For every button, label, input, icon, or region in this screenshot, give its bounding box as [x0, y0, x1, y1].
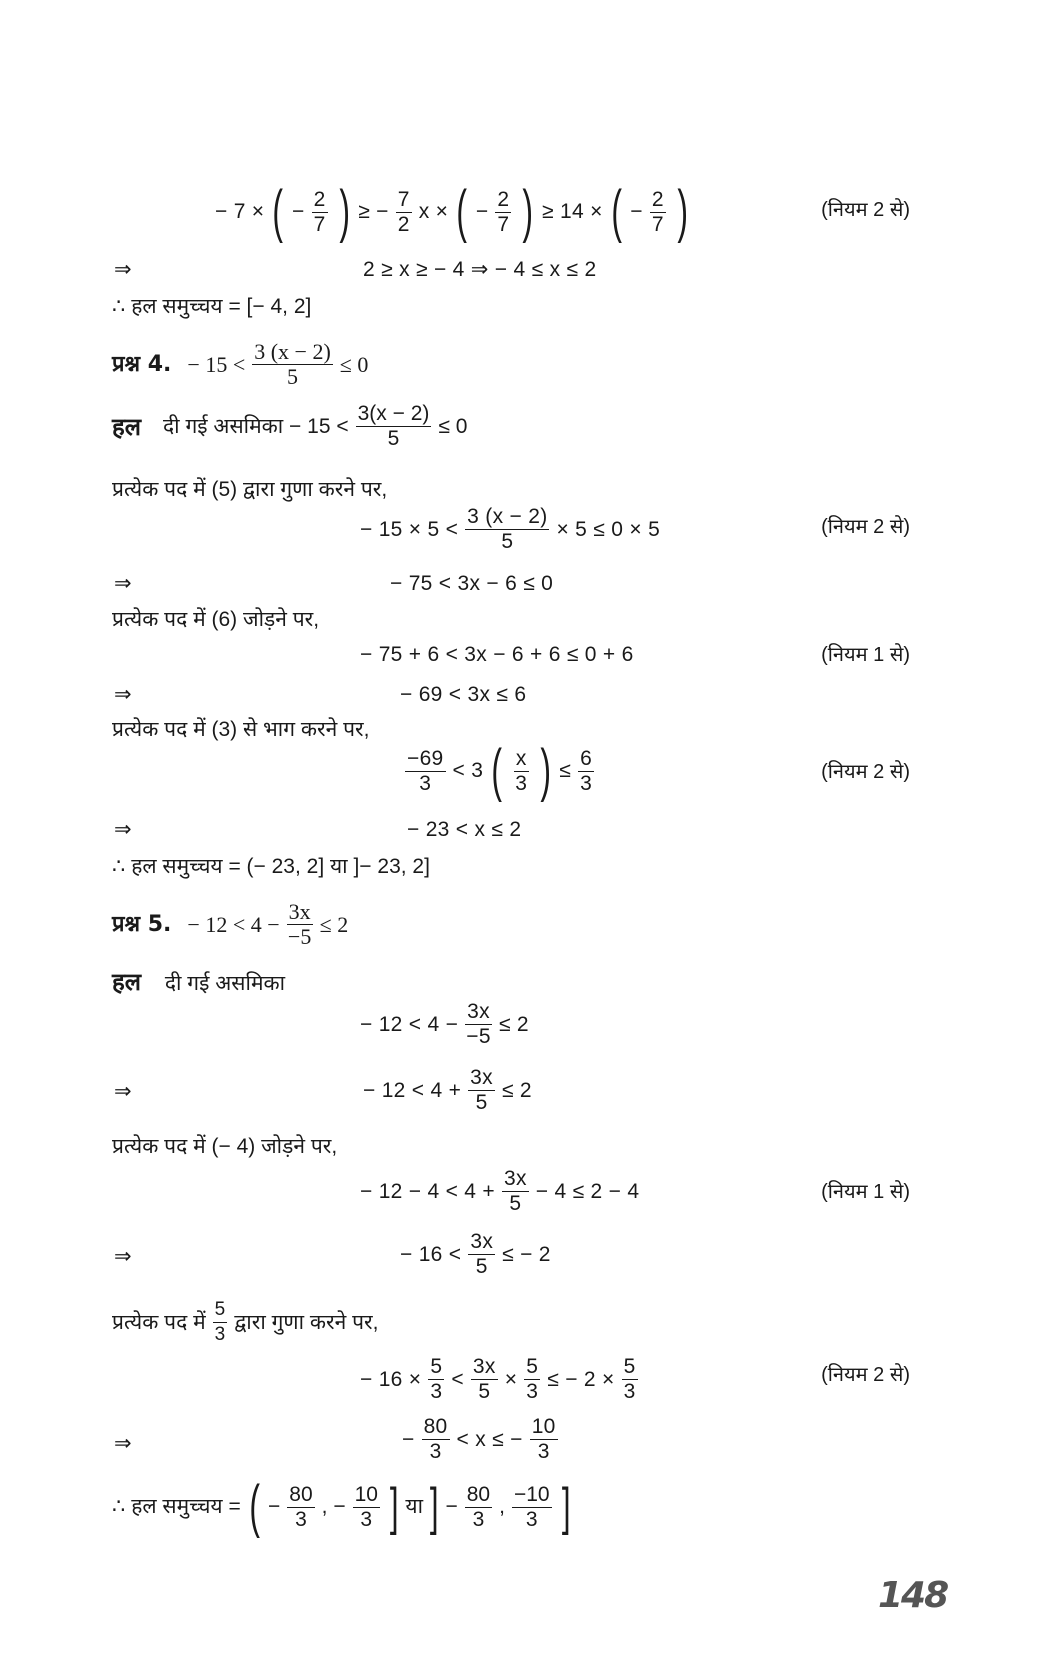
- denominator: 3: [515, 771, 528, 795]
- expr: < 3: [452, 759, 484, 782]
- fraction: [578, 747, 594, 796]
- right-paren: ): [677, 179, 689, 244]
- fraction: [468, 1066, 495, 1115]
- numerator: 5: [526, 1355, 539, 1378]
- fraction: [465, 1483, 492, 1532]
- denominator: 3: [525, 1507, 538, 1531]
- implies-arrow: ⇒: [114, 1245, 132, 1268]
- fraction: [428, 1355, 444, 1404]
- equation-line: − 75 + 6 < 3x − 6 + 6 ≤ 0 + 6: [360, 643, 634, 666]
- implies-arrow: ⇒: [114, 683, 132, 706]
- denominator: 2: [397, 212, 410, 236]
- numerator: 3x: [288, 899, 311, 924]
- numerator: 10: [354, 1482, 378, 1506]
- fraction: [353, 1483, 380, 1532]
- fraction: [622, 1355, 638, 1404]
- expr: − 12 < 4 +: [363, 1078, 462, 1102]
- equation-line: 2 ≥ x ≥ − 4 ⇒ − 4 ≤ x ≤ 2: [363, 258, 597, 281]
- solution-set: ∴ हल समुच्चय = (− 23, 2] या ]− 23, 2]: [112, 855, 430, 878]
- denominator: 3: [623, 1380, 636, 1403]
- solution-intro: [112, 402, 467, 451]
- denominator: 5: [287, 364, 299, 389]
- right-bracket: ]: [561, 1478, 571, 1536]
- expr: − 12 < 4 −: [187, 911, 280, 937]
- numerator: 3 (x − 2): [467, 505, 548, 528]
- numerator: 3 (x − 2): [254, 339, 331, 364]
- rule-reference: (नियम 1 से): [821, 644, 910, 666]
- expr: ,: [499, 1495, 505, 1518]
- expr: द्वारा गुणा करने पर,: [234, 1310, 379, 1334]
- denominator: 7: [651, 212, 664, 236]
- left-paren: (: [491, 738, 503, 803]
- equation-line: [402, 738, 597, 803]
- solution-set: [112, 1474, 573, 1539]
- fraction: [468, 1230, 495, 1279]
- expr: × 5 ≤ 0 × 5: [556, 517, 661, 541]
- denominator: 7: [313, 212, 326, 236]
- minus: −: [292, 200, 305, 223]
- denominator: 3: [472, 1507, 485, 1531]
- implies-arrow: ⇒: [114, 1080, 132, 1103]
- page-number: 148: [878, 1575, 948, 1616]
- denominator: 5: [387, 427, 400, 450]
- solution-intro: [112, 970, 285, 996]
- expr: < x ≤ −: [456, 1427, 523, 1451]
- left-paren: (: [272, 179, 284, 244]
- numerator: 7: [397, 187, 410, 211]
- denominator: 5: [475, 1091, 488, 1114]
- question-4: [112, 340, 368, 389]
- expr: ≤ 2: [501, 1078, 532, 1102]
- equation-line: − 75 < 3x − 6 ≤ 0: [390, 572, 554, 595]
- expr: − 12 − 4 < 4 +: [360, 1179, 495, 1203]
- denominator: 3: [537, 1440, 550, 1463]
- step-text: [112, 1298, 378, 1347]
- step-text: प्रत्येक पद में (3) से भाग करने पर,: [112, 718, 370, 741]
- expr: − 16 <: [400, 1242, 462, 1266]
- expr: ≤ − 2 ×: [547, 1367, 615, 1391]
- fraction: [465, 505, 549, 554]
- implies-arrow: ⇒: [114, 818, 132, 841]
- right-paren: ): [540, 738, 551, 803]
- expr: − 15 × 5 <: [360, 517, 459, 541]
- expr: − 12 < 4 −: [360, 1012, 459, 1036]
- step-text: प्रत्येक पद में (5) द्वारा गुणा करने पर,: [112, 478, 388, 501]
- equation-line: [360, 1355, 641, 1404]
- fraction: [422, 1415, 450, 1464]
- expr: − 4 ≤ 2 − 4: [535, 1179, 640, 1203]
- fraction: [213, 1298, 228, 1347]
- expr: , −: [321, 1495, 346, 1518]
- right-bracket: ]: [389, 1478, 399, 1536]
- expr: x ×: [418, 200, 449, 223]
- numerator: −10: [513, 1482, 550, 1506]
- rule-reference: (नियम 2 से): [821, 199, 910, 221]
- denominator: 7: [497, 212, 510, 236]
- numerator: −69: [407, 746, 444, 770]
- numerator: 3(x − 2): [357, 402, 430, 425]
- expr: दी गई असमिका − 15 <: [163, 414, 349, 438]
- denominator: 3: [429, 1440, 442, 1463]
- numerator: 3x: [470, 1066, 493, 1089]
- fraction: [650, 188, 666, 237]
- numerator: 80: [466, 1482, 491, 1506]
- question-label: प्रश्न 5.: [112, 911, 172, 937]
- solution-set: ∴ हल समुच्चय = [− 4, 2]: [112, 295, 312, 318]
- equation-line: − 69 < 3x ≤ 6: [400, 683, 527, 706]
- solution-label: हल: [112, 968, 142, 996]
- denominator: 3: [360, 1507, 373, 1531]
- denominator: 3: [526, 1380, 539, 1403]
- numerator: 3x: [467, 1000, 490, 1023]
- fraction: [287, 900, 313, 949]
- fraction: [524, 1355, 540, 1404]
- expr: ∴ हल समुच्चय =: [112, 1495, 241, 1518]
- equation-line: [363, 1066, 532, 1115]
- rule-reference: (नियम 2 से): [821, 761, 910, 783]
- step-text: प्रत्येक पद में (− 4) जोड़ने पर,: [112, 1135, 338, 1158]
- numerator: x: [515, 746, 527, 770]
- denominator: 5: [478, 1380, 491, 1403]
- denominator: 5: [501, 530, 514, 553]
- expr: ≤ − 2: [502, 1242, 551, 1266]
- expr: ≥ −: [358, 200, 389, 223]
- numerator: 80: [289, 1482, 313, 1506]
- fraction: [252, 340, 333, 389]
- denominator: 3: [430, 1380, 443, 1403]
- expr: − 15 <: [187, 351, 246, 377]
- step-text: प्रत्येक पद में (6) जोड़ने पर,: [112, 608, 320, 631]
- numerator: 80: [423, 1415, 448, 1438]
- minus: −: [475, 200, 489, 223]
- numerator: 5: [213, 1298, 228, 1323]
- left-paren: (: [249, 1474, 260, 1539]
- equation-line: − 23 < x ≤ 2: [407, 818, 522, 841]
- expr: − 16 ×: [360, 1367, 422, 1391]
- fraction: [396, 188, 412, 237]
- fraction: [512, 1483, 552, 1532]
- equation-line: [360, 505, 660, 554]
- expr: − 7 ×: [215, 200, 265, 223]
- fraction: [530, 1415, 558, 1464]
- numerator: 3x: [472, 1355, 496, 1378]
- left-paren: (: [456, 179, 468, 244]
- expr: प्रत्येक पद में: [112, 1310, 206, 1334]
- implies-arrow: ⇒: [114, 1432, 132, 1455]
- equation-line: [360, 1167, 639, 1216]
- question-label: प्रश्न 4.: [112, 351, 172, 377]
- expr: दी गई असमिका: [164, 972, 286, 995]
- denominator: 3: [580, 771, 593, 795]
- equation-line: [400, 1230, 551, 1279]
- equation-line: [215, 179, 692, 244]
- denominator: 3: [214, 1324, 226, 1345]
- expr: या: [405, 1495, 424, 1518]
- fraction: [287, 1483, 314, 1532]
- numerator: 3x: [470, 1230, 494, 1253]
- fraction: [495, 188, 511, 237]
- fraction: [471, 1355, 498, 1404]
- rule-reference: (नियम 2 से): [821, 1364, 910, 1386]
- denominator: 3: [295, 1507, 307, 1531]
- expr: <: [451, 1367, 464, 1391]
- denominator: 5: [475, 1255, 488, 1278]
- numerator: 10: [531, 1415, 556, 1438]
- numerator: 2: [497, 187, 510, 211]
- numerator: 3x: [503, 1167, 527, 1190]
- numerator: 5: [430, 1355, 443, 1378]
- fraction: [312, 188, 328, 237]
- implies-arrow: ⇒: [114, 258, 132, 281]
- expr: ≤ 2: [319, 911, 349, 937]
- equation-line: [402, 1415, 561, 1464]
- expr: ≤ 2: [498, 1012, 529, 1036]
- minus: −: [630, 200, 643, 223]
- fraction: [514, 747, 529, 796]
- denominator: 5: [509, 1192, 522, 1215]
- expr: ≤ 0: [339, 351, 369, 377]
- denominator: −5: [287, 924, 312, 949]
- numerator: 5: [623, 1355, 636, 1378]
- solution-label: हल: [112, 412, 142, 441]
- expr: ×: [504, 1367, 518, 1391]
- rule-reference: (नियम 1 से): [821, 1181, 910, 1203]
- question-5: [112, 900, 348, 949]
- right-paren: ): [522, 179, 534, 244]
- numerator: 2: [313, 187, 326, 211]
- expr: −: [402, 1427, 415, 1451]
- expr: ≤: [559, 759, 572, 782]
- expr: ≥ 14 ×: [542, 200, 603, 223]
- fraction: [465, 1000, 492, 1049]
- left-bracket: ]: [429, 1478, 439, 1536]
- expr: −: [445, 1495, 458, 1518]
- equation-line: [360, 1000, 529, 1049]
- implies-arrow: ⇒: [114, 572, 132, 595]
- expr: ≤ 0: [438, 414, 468, 438]
- fraction: [502, 1167, 529, 1216]
- fraction: [356, 402, 432, 451]
- right-paren: ): [338, 179, 350, 244]
- rule-reference: (नियम 2 से): [821, 516, 910, 538]
- numerator: 6: [580, 746, 593, 770]
- denominator: 3: [419, 771, 432, 795]
- denominator: −5: [466, 1025, 491, 1048]
- left-paren: (: [611, 179, 622, 244]
- fraction: [405, 747, 446, 796]
- numerator: 2: [651, 187, 664, 211]
- expr: −: [268, 1495, 281, 1518]
